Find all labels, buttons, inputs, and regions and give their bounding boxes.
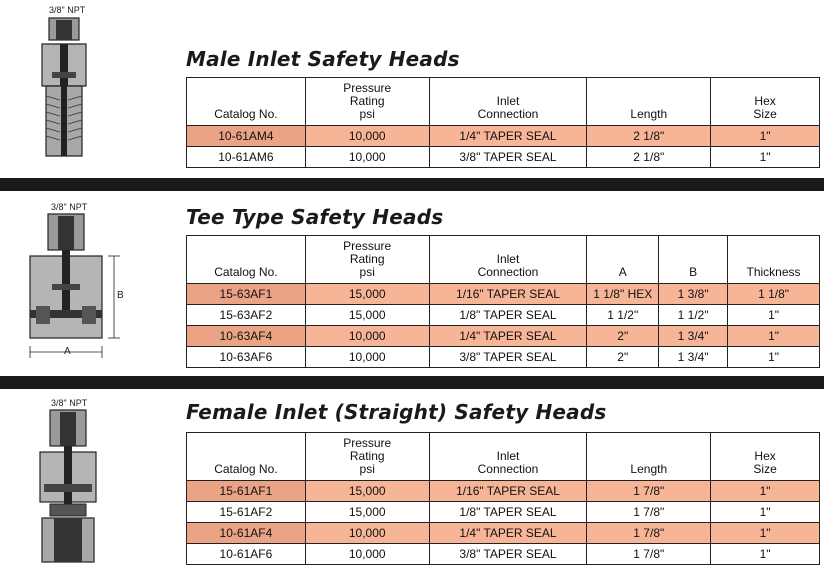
cell-catalog: 10-61AF6 (187, 544, 306, 565)
table-header-row (187, 433, 820, 481)
header-inlet-connection: Inlet Connection (429, 78, 587, 126)
table-row (187, 481, 820, 502)
cell-hex: 1" (711, 502, 820, 523)
cell-catalog: 15-61AF2 (187, 502, 306, 523)
dimension-label-b: B (117, 290, 124, 301)
header-length: Length (587, 433, 711, 481)
header-thickness: Thickness (728, 236, 820, 284)
cell-hex: 1" (711, 481, 820, 502)
table-header-row (187, 78, 820, 126)
cell-length: 1 7/8" (587, 481, 711, 502)
cell-pressure: 10,000 (305, 326, 429, 347)
cell-catalog: 10-63AF4 (187, 326, 306, 347)
header-a: A (587, 236, 659, 284)
cell-thickness: 1 1/8" (728, 284, 820, 305)
section-divider (0, 178, 824, 191)
cell-catalog: 15-63AF1 (187, 284, 306, 305)
cell-catalog: 15-61AF1 (187, 481, 306, 502)
cell-b: 1 1/2" (659, 305, 728, 326)
cell-pressure: 10,000 (305, 544, 429, 565)
cell-thickness: 1" (728, 347, 820, 368)
section-title-female-inlet: Female Inlet (Straight) Safety Heads (186, 400, 607, 424)
cell-length: 1 7/8" (587, 544, 711, 565)
female-inlet-table (186, 432, 820, 565)
cell-thickness: 1" (728, 305, 820, 326)
cell-inlet: 3/8" TAPER SEAL (429, 147, 587, 168)
header-catalog-no: Catalog No. (187, 78, 306, 126)
section-title-male-inlet: Male Inlet Safety Heads (186, 47, 460, 71)
cell-inlet: 1/16" TAPER SEAL (429, 284, 587, 305)
cell-catalog: 10-61AF4 (187, 523, 306, 544)
cell-inlet: 3/8" TAPER SEAL (429, 544, 587, 565)
npt-label: 3/8" NPT (49, 5, 86, 15)
cell-pressure: 10,000 (305, 126, 429, 147)
male-inlet-fitting-illustration (30, 16, 100, 166)
cell-inlet: 1/4" TAPER SEAL (429, 523, 587, 544)
table-row (187, 347, 820, 368)
cell-pressure: 15,000 (305, 502, 429, 523)
cell-inlet: 1/16" TAPER SEAL (429, 481, 587, 502)
cell-length: 2 1/8" (587, 126, 711, 147)
table-row (187, 147, 820, 168)
section-divider (0, 376, 824, 389)
table-row (187, 502, 820, 523)
dimension-label-a: A (64, 346, 71, 357)
cell-catalog: 10-61AM4 (187, 126, 306, 147)
female-inlet-fitting-illustration (30, 408, 110, 568)
cell-inlet: 3/8" TAPER SEAL (429, 347, 587, 368)
npt-label: 3/8" NPT (51, 398, 88, 408)
section-title-tee-type: Tee Type Safety Heads (186, 205, 444, 229)
cell-inlet: 1/8" TAPER SEAL (429, 502, 587, 523)
header-inlet-connection: Inlet Connection (429, 433, 587, 481)
cell-inlet: 1/8" TAPER SEAL (429, 305, 587, 326)
cell-inlet: 1/4" TAPER SEAL (429, 126, 587, 147)
cell-hex: 1" (711, 147, 820, 168)
header-length: Length (587, 78, 711, 126)
header-hex-size: Hex Size (711, 433, 820, 481)
cell-a: 2" (587, 326, 659, 347)
cell-pressure: 15,000 (305, 481, 429, 502)
cell-length: 2 1/8" (587, 147, 711, 168)
table-row (187, 523, 820, 544)
cell-hex: 1" (711, 544, 820, 565)
cell-pressure: 15,000 (305, 284, 429, 305)
table-row (187, 305, 820, 326)
cell-hex: 1" (711, 523, 820, 544)
cell-thickness: 1" (728, 326, 820, 347)
header-pressure-rating: Pressure Rating psi (305, 433, 429, 481)
cell-a: 1 1/8" HEX (587, 284, 659, 305)
header-hex-size: Hex Size (711, 78, 820, 126)
cell-hex: 1" (711, 126, 820, 147)
cell-pressure: 10,000 (305, 523, 429, 544)
table-row (187, 544, 820, 565)
cell-a: 1 1/2" (587, 305, 659, 326)
cell-inlet: 1/4" TAPER SEAL (429, 326, 587, 347)
cell-pressure: 15,000 (305, 305, 429, 326)
table-row (187, 326, 820, 347)
cell-pressure: 10,000 (305, 347, 429, 368)
header-b: B (659, 236, 728, 284)
header-catalog-no: Catalog No. (187, 236, 306, 284)
table-row (187, 126, 820, 147)
header-pressure-rating: Pressure Rating psi (305, 78, 429, 126)
npt-label: 3/8" NPT (51, 202, 88, 212)
header-pressure-rating: Pressure Rating psi (305, 236, 429, 284)
cell-catalog: 10-63AF6 (187, 347, 306, 368)
table-header-row (187, 236, 820, 284)
cell-b: 1 3/4" (659, 347, 728, 368)
header-inlet-connection: Inlet Connection (429, 236, 587, 284)
tee-fitting-illustration (22, 212, 132, 362)
cell-a: 2" (587, 347, 659, 368)
male-inlet-table (186, 77, 820, 168)
cell-catalog: 10-61AM6 (187, 147, 306, 168)
table-row (187, 284, 820, 305)
cell-pressure: 10,000 (305, 147, 429, 168)
cell-b: 1 3/8" (659, 284, 728, 305)
cell-catalog: 15-63AF2 (187, 305, 306, 326)
cell-length: 1 7/8" (587, 502, 711, 523)
cell-b: 1 3/4" (659, 326, 728, 347)
cell-length: 1 7/8" (587, 523, 711, 544)
header-catalog-no: Catalog No. (187, 433, 306, 481)
tee-type-table (186, 235, 820, 368)
